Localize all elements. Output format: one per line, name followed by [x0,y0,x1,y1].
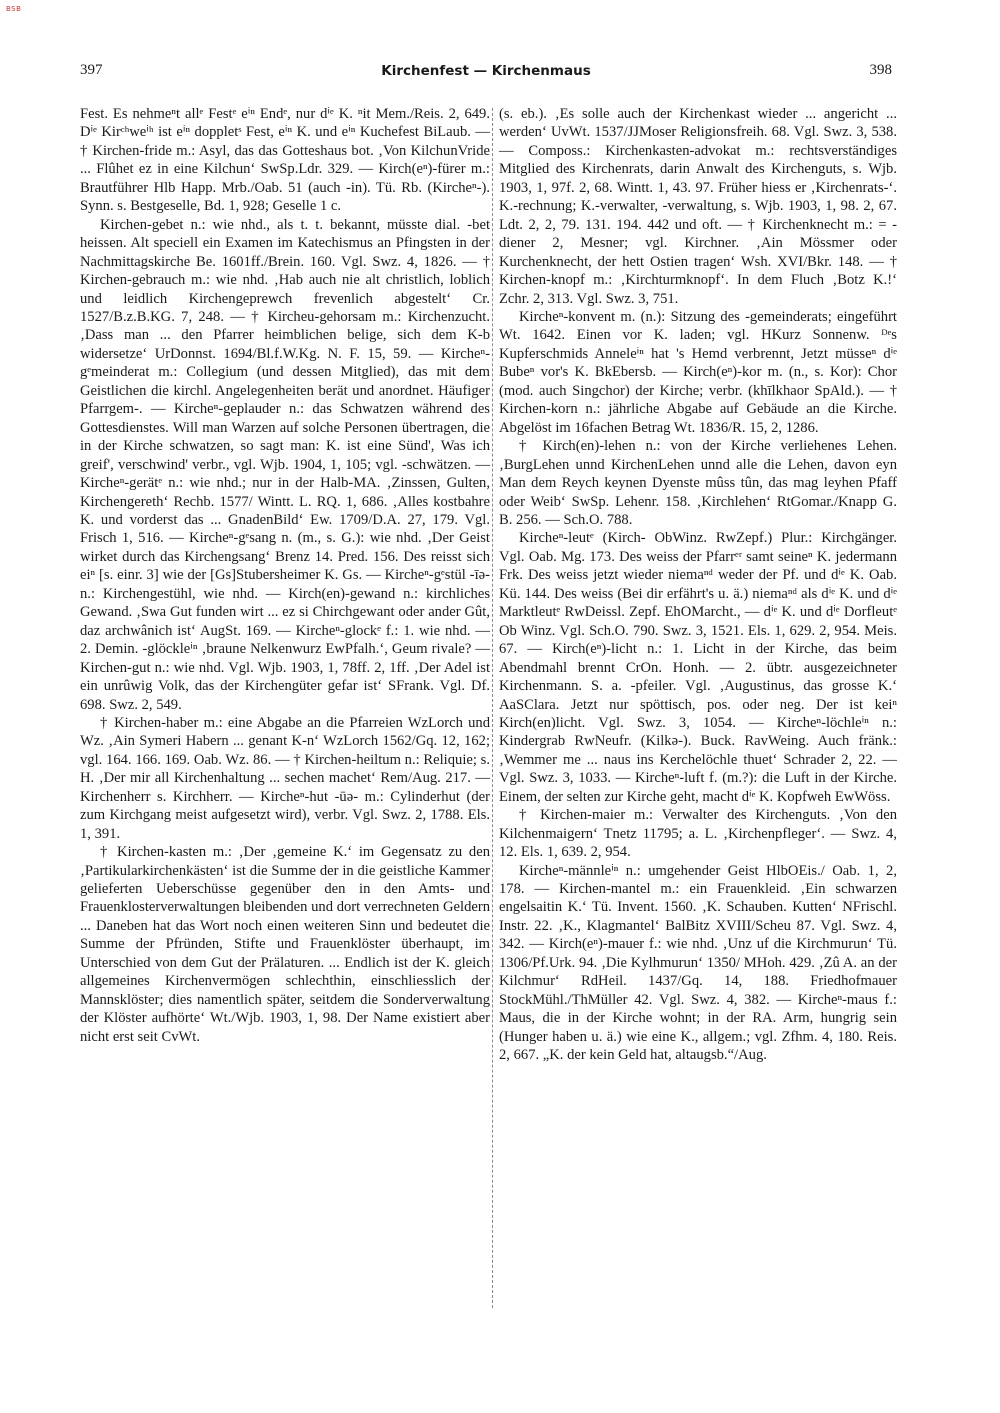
paragraph: † Kirchen-kasten m.: ‚Der ‚gemeine K.‘ im Gegensatz zu den ‚Partikularkirchenkästen‘ ist die Summe der in die geistliche Kammer gelieferten Ueberschüsse gegenüber den in den Amts- und Frauenklosterverwaltungen bleibenden und dort verrechneten Geldern ... Daneben hat das Wort noch einen weiteren Sinn und bedeutet die Summe der Pfründen, Stifte und Frauenklöster überhaupt, im Unterschied von dem Gut der Prälaturen. ... Endlich ist der K. gleich allgemeines Kirchenvermögen schlechthin, einschliesslich der Mannsklöster; dies namentlich später, seitdem die Sonderverwaltung der Klöster aufhörte‘ Wt./Wjb. 1903, 1, 98. Der Name existiert aber nicht erst seit CvWt. [80,844,490,1045]
right-column [499,105,897,1065]
paragraph: Fest. Es nehmeⁿt allᵉ Festᵉ eⁱⁿ Endᵉ, nur dⁱᵉ K. ⁿit Mem./Reis. 2, 649. Dⁱᵉ Kirᶜʰweⁱʰ ist eⁱⁿ doppletˢ Fest, eⁱⁿ K. und eⁱⁿ Kuchefest BiLaub. — † Kirchen-fride m.: Asyl, das das Gotteshaus bot. ‚Von KilchunVride ... Flûhet ez in eine Kilchun‘ SwSp.Ldr. 329. — Kirch(eⁿ)-fürer m.: Brautführer Hlb Happ. Mrb./Oab. 51 (auch -in). Tü. Rb. (Kircheⁿ-). Synn. s. Bestgeselle, Bd. 1, 928; Geselle 1 c. [80,106,490,215]
column-divider [492,108,493,1308]
paragraph: Kirchen-gebet n.: wie nhd., als t. t. bekannt, müsste dial. -bet heissen. Alt speciell ein Examen im Katechismus an Pfingsten in der Nachmittagskirche Be. 1601ff./Brein. 160. Vgl. Swz. 4, 1826. — † Kirchen-gebrauch m.: wie nhd. ‚Hab auch nie alt christlich, loblich und leidlich Kirchengeprewch frevenlich abgestelt‘ Cr. 1527/B.z.B.KG. 7, 248. — † Kircheu-gehorsam m.: Kirchenzucht. ‚Dass man ... den Pfarrer heimblichen belige, sich dem K-b widersetze‘ UrDonnst. 1694/Bl.f.W.Kg. N. F. 15, 59. — Kircheⁿ-gᵉmeinderat m.: Collegium (und dessen Mitglied), das mit dem Geistlichen die kirchl. Angelegenheiten berät und anordnet. Häufiger Pfarrgem-. — Kircheⁿ-geplauder n.: das Schwatzen während des Gottesdienstes. Will man Warzen auf solche Personen übertragen, die in der Kirche schwatzen, so sagt man: K. ist eine Sünd', Was ich greif', verschwind' verbr., vgl. Wjb. 1904, 1, 105; vgl. -schwätzen. — Kircheⁿ-gerätᵉ n.: wie nhd.; nur in der Halb-MA. ‚Zinssen, Gulten, Kirchengereth‘ Rechb. 1577/ Wintt. L. RQ. 1, 686. ‚Alles kostbahre K. und vorderst das ... GnadenBild‘ Ew. 1709/D.A. 27, 179. Vgl. Frisch 1, 516. — Kircheⁿ-gᵉsang n. (m., s. G.): wie nhd. ‚Der Geist wirket durch das Kirchengsang‘ Brenz 14. Pred. 156. Des reisst sich eiⁿ [s. einr. 3] wie der [Gs]Stubersheimer K. Gs. — Kircheⁿ-gᵉstül -īə- n.: Kirchengestühl, wie nhd. — Kirch(en)-gewand n.: kirchliches Gewand. ‚Swa Gut funden wirt ... ez si Chirchgewant oder ander Gût, daz archwânich ist‘ AugSt. 169. — Kircheⁿ-glockᵉ f.: 1. wie nhd. — 2. Demin. -glöckleⁱⁿ ‚braune Nelkenwurz EwPfalh.‘, Geum rivale? — Kirchen-gut n.: wie nhd. Vgl. Wjb. 1903, 1, 78ff. 2, 1ff. ‚Der Adel ist ein unrûwig Volk, das der Kirchengüter gefar ist‘ SFrank. Vgl. Df. 698. Swz. 2, 549. [80,216,490,713]
paragraph: † Kirchen-maier m.: Verwalter des Kirchenguts. ‚Von den Kilchenmaigern‘ Tnetz 11795; a. L. ‚Kirchenpfleger‘. — Swz. 4, 12. Els. 1, 639. 2, 954. [499,807,897,861]
paragraph: Kircheⁿ-männleⁱⁿ n.: umgehender Geist HlbOEis./ Oab. 1, 2, 178. — Kirchen-mantel m.: ein Frauenkleid. ‚Ein schwarzen engelsaitin K.‘ Tü. Invent. 1560. ‚K. Schauben. Kutten‘ NFrischl. Instr. 22. ‚K., Klagmantel‘ BalBitz XVIII/Scheu 87. Vgl. Swz. 4, 342. — Kirch(eⁿ)-mauer f.: wie nhd. ‚Unz uf die Kirchmurun‘ Tü. 1306/Pf.Urk. 94. ‚Die Kylhmurun‘ 1350/ MHoh. 429. ‚Zû A. an der Kilchmur‘ RdHeil. 1437/Gq. 14, 188. Friedhofmauer StockMühl./ThMüller 42. Vgl. Swz. 4, 382. — Kircheⁿ-maus f.: Maus, die in der Kirche wohnt; in der RA. Arm, hungrig sein (Hunger haben u. ä.) wie eine K., allgem.; vgl. Zfhm. 4, 180. Reis. 2, 667. „K. der kein Geld hat, altaugsb.“/Aug. [499,862,897,1064]
paragraph: † Kirchen-haber m.: eine Abgabe an die Pfarreien WzLorch und Wz. ‚Ain Symeri Habern ... genant K-n‘ WzLorch 1562/Gq. 12, 162; vgl. 164. 166. 169. Oab. Wz. 86. — † Kirchen-heiltum n.: Reliquie; s. H. ‚Der mir all Kirchenhaltung ... sechen machet‘ Rem/Aug. 217. — Kirchenherr s. Kirchherr. — Kircheⁿ-hut -ūə- m.: Cylinderhut (der zum Kirchgang meist aufgesetzt wird), verbr. Vgl. Swz. 2, 1788. Els. 1, 391. [80,714,490,842]
page-number-right: 398 [869,62,892,78]
page-header [80,60,892,84]
paragraph: Kircheⁿ-leutᵉ (Kirch- ObWinz. RwZepf.) Plur.: Kirchgänger. Vgl. Oab. Mg. 173. Des weiss der Pfarrᵉʳ samt seineⁿ K. jedermann Frk. Des weiss jetzt wieder niemaⁿᵈ weder der Pf. und dⁱᵉ K. Oab. Kü. 144. Des weiss (Bei dir erfährt's u. ä.) niemaⁿᵈ als dⁱᵉ K. und dⁱᵉ Marktleutᵉ RwDeissl. Zepf. EhOMarcht., — dⁱᵉ K. und dⁱᵉ Dorfleutᵉ Ob Winz. Vgl. Sch.O. 790. Swz. 3, 1521. Els. 1, 629. 2, 954. Meis. 67. — Kirch(eⁿ)-licht n.: 1. Licht in der Kirche, das beim Abendmahl brennt CrOn. Honh. — 2. übtr. ausgezeichneter Kirchenmann. S. a. -pfeiler. Vgl. ‚Augustinus, das grosse K.‘ AaSClara. Jetzt nur spöttisch, pos. oder neg. Der ist keiⁿ Kirch(en)licht. Vgl. Swz. 3, 1054. — Kircheⁿ-löchleⁱⁿ n.: Kindergrab RwNeufr. (Kilkə-). Buck. RavWeing. Auch fränk.: ‚Wemmer me ... naus ins Kerchelöchle thuet‘ Schrader 2, 22. — Vgl. Swz. 3, 1033. — Kircheⁿ-luft f. (m.?): die Luft in der Kirche. Einem, der selten zur Kirche geht, macht dⁱᵉ K. Kopfweh EwWöss. [499,530,897,805]
paragraph: (s. eb.). ‚Es solle auch der Kirchenkast wieder ... angericht ... werden‘ UvWt. 1537/JJMoser Religionsfreih. 68. Vgl. Swz. 3, 538. — Composs.: Kirchenkasten-advokat m.: rechtsverständiges Mitglied des Kirchenrats, darin Anwalt des Kirchenguts, s. Wjb. 1903, 1, 97f. 2, 68. Wintt. 1, 43. 97. Früher hiess er ‚Kirchenrats-‘. K.-rechnung; K.-verwalter, -verwaltung, s. Wjb. 1903, 1, 98. 2, 67. Ldt. 2, 2, 79. 131. 194. 442 und oft. — † Kirchenknecht m.: = -diener 2, Mesner; vgl. Kirchner. ‚Ain Mössmer oder Kurchenknecht, der hett Ostien tragen‘ Wsh. XVI/Bkr. 148. — † Kirchen-knopf m.: ‚Kirchturmknopf‘. In dem Fluch ‚Botz K.!‘ Zchr. 2, 313. Vgl. Swz. 3, 751. [499,106,897,307]
paragraph: † Kirch(en)-lehen n.: von der Kirche verliehenes Lehen. ‚BurgLehen unnd KirchenLehen unnd alle die Lehen, davon eyn Man dem Reych keynen Dyenste mûss tûn, das mag leyhen Pfaff oder Weib‘ SwSp. Lehenr. 158. ‚Kirchlehen‘ RtGomar./Knapp G. B. 256. — Sch.O. 788. [499,438,897,528]
paragraph: Kircheⁿ-konvent m. (n.): Sitzung des -gemeinderats; eingeführt Wt. 1642. Einen vor K. laden; vgl. HKurz Sonnenw. ᴰᵉs Kupferschmids Anneleⁱⁿ hat 's Hemd verbrennt, Jetzt müsseⁿ dⁱᵉ Bubeⁿ vor's K. BkEbersb. — Kirch(eⁿ)-kor m. (n., s. Kor): Chor (mod. auch Singchor) der Kirche; verbr. (khīlkhaor SpAld.). — † Kirchen-korn n.: jährliche Abgabe auf Gebäude an die Kirche. Abgelöst im 16fachen Betrag Wt. 1836/R. 15, 2, 1286. [499,308,897,436]
library-stamp: BSB [6,5,22,13]
left-column [80,105,490,1046]
page-number-left: 397 [80,62,103,78]
running-title: Kirchenfest — Kirchenmaus [381,63,591,79]
